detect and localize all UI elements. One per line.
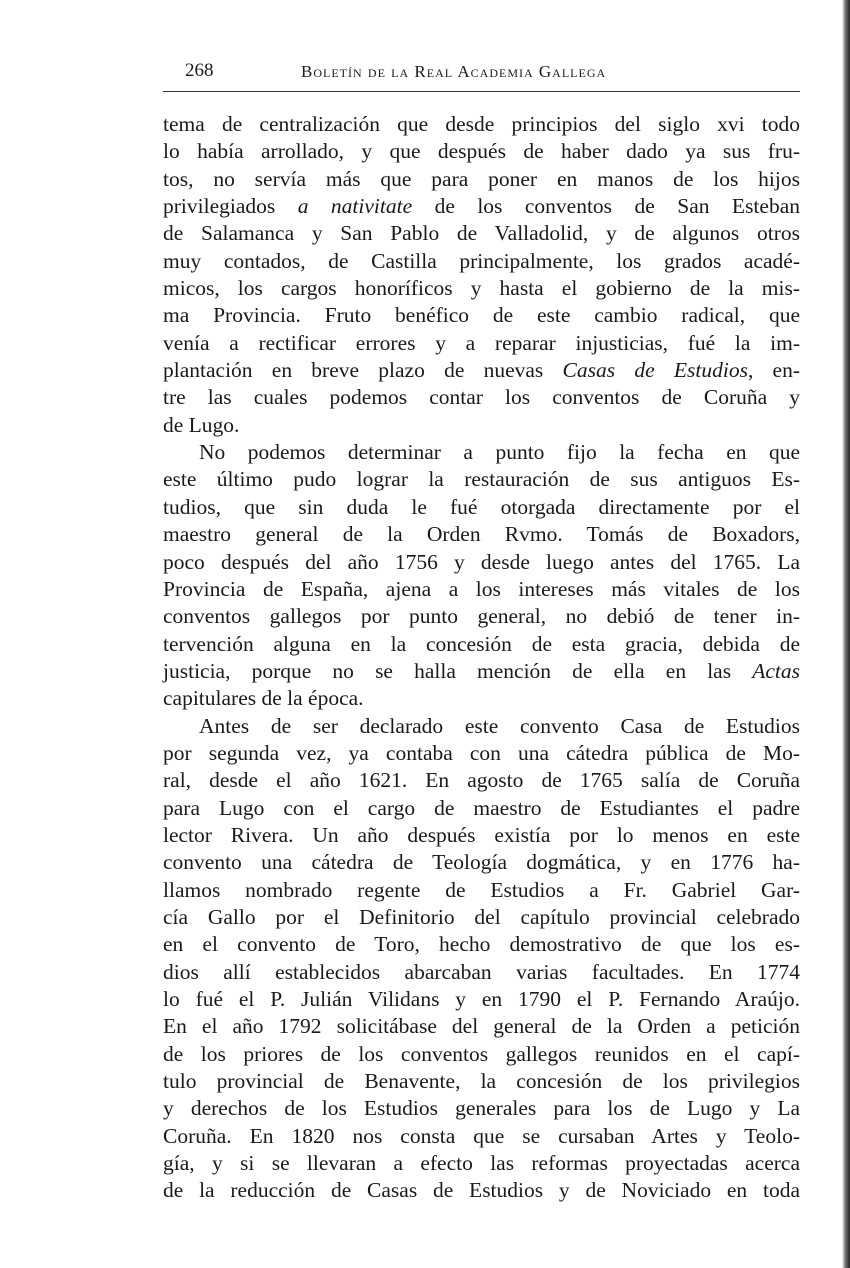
text-line: en el convento de Toro, hecho demostrativo de que los es- (163, 932, 800, 957)
text-line: de la reducción de Casas de Estudios y de Noviciado en toda (163, 1178, 800, 1203)
text-line: y derechos de los Estudios generales para los de Lugo y La (163, 1096, 800, 1121)
text-line: ma Provincia. Fruto benéfico de este cambio radical, que (163, 303, 800, 328)
text-line: tervención alguna en la concesión de esta gracia, debida de (163, 631, 800, 656)
running-title: Boletín de la Real Academia Gallega (301, 62, 607, 81)
text-line: ral, desde el año 1621. En agosto de 1765 salía de Coruña (163, 768, 800, 793)
text-line: poco después del año 1756 y desde luego antes del 1765. La (163, 549, 800, 574)
text-line: de los priores de los conventos gallegos reunidos en el capí- (163, 1041, 800, 1066)
text-line: Coruña. En 1820 nos consta que se cursaban Artes y Teolo- (163, 1123, 800, 1148)
paragraph (163, 111, 800, 439)
text-line: lo fué el P. Julián Vilidans y en 1790 el P. Fernando Araújo. (163, 987, 800, 1011)
text-line: tulo provincial de Benavente, la concesión de los privilegios (163, 1069, 800, 1094)
italic-phrase: Casas de Estudios (562, 358, 748, 383)
text-line: tos, no servía más que para poner en manos de los hijos (163, 166, 800, 191)
text-line: este último pudo lograr la restauración de sus antiguos Es- (163, 467, 800, 492)
paragraph (163, 713, 800, 1205)
text-line: maestro general de la Orden Rvmo. Tomás de Boxadors, (163, 522, 800, 547)
header-rule (163, 91, 800, 92)
paragraph (163, 439, 800, 712)
running-header (163, 60, 800, 86)
text-line: dios allí establecidos abarcaban varias facultades. En 1774 (163, 959, 800, 984)
text-line: cía Gallo por el Definitorio del capítulo provincial celebrado (163, 904, 800, 929)
body-text (163, 111, 800, 1205)
page-number: 268 (185, 60, 214, 81)
text-line: micos, los cargos honoríficos y hasta el gobierno de la mis- (163, 276, 800, 301)
text-line: lector Rivera. Un año después existía por lo menos en este (163, 822, 800, 847)
text-line: para Lugo con el cargo de maestro de Estudiantes el padre (163, 795, 800, 820)
text-line: venía a rectificar errores y a reparar injusticias, fué la im- (163, 330, 800, 355)
italic-phrase: a nativitate (297, 194, 413, 219)
page-binding-edge (842, 0, 850, 1268)
text-line: de Salamanca y San Pablo de Valladolid, y de algunos otros (163, 221, 800, 246)
text-line: Antes de ser declarado este convento Casa de Estudios (199, 713, 800, 738)
text-line: tudios, que sin duda le fué otorgada directamente por el (163, 494, 800, 519)
text-line: por segunda vez, ya contaba con una cátedra pública de Mo- (163, 740, 800, 765)
text-line: muy contados, de Castilla principalmente, los grados acadé- (163, 248, 800, 273)
text-line: capitulares de la época. (163, 686, 364, 711)
text-line: justicia, porque no se halla mención de ella en las Actas (163, 658, 800, 683)
text-line: de Lugo. (163, 412, 240, 437)
text-line: conventos gallegos por punto general, no debió de tener in- (163, 604, 800, 629)
text-line: lo había arrollado, y que después de haber dado ya sus fru- (163, 139, 800, 164)
text-line: gía, y si se llevaran a efecto las reformas proyectadas acerca (163, 1151, 800, 1176)
text-line: convento una cátedra de Teología dogmática, y en 1776 ha- (163, 850, 800, 875)
text-line: tema de centralización que desde principios del siglo xvi todo (163, 112, 800, 136)
text-line: Provincia de España, ajena a los intereses más vitales de los (163, 576, 800, 601)
text-line: plantación en breve plazo de nuevas Casas de Estudios, en- (163, 358, 801, 383)
text-line: privilegiados a nativitate de los conventos de San Esteban (163, 194, 800, 219)
text-line: llamos nombrado regente de Estudios a Fr. Gabriel Gar- (163, 877, 800, 902)
text-line: En el año 1792 solicitábase del general de la Orden a petición (163, 1014, 800, 1039)
text-line: tre las cuales podemos contar los conventos de Coruña y (163, 385, 800, 410)
text-line: No podemos determinar a punto fijo la fecha en que (199, 440, 800, 465)
italic-phrase: Actas (752, 658, 800, 683)
